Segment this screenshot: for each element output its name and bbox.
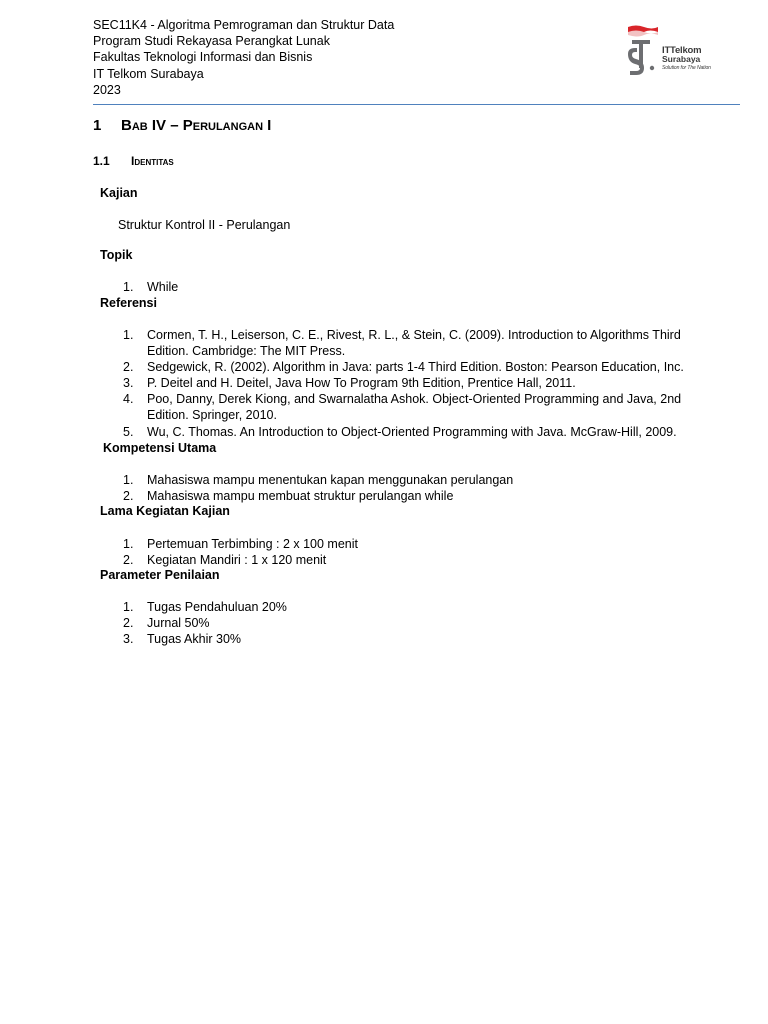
list-item: 4. Poo, Danny, Derek Kiong, and Swarnalatha Ashok. Object-Oriented Programming and Java, 2nd Edition. Springer, 2010. bbox=[123, 392, 682, 423]
section-number: 1.1 bbox=[93, 154, 110, 168]
ittelkom-logo bbox=[622, 24, 732, 80]
list-item: 1. While bbox=[123, 280, 179, 294]
list-item: 1. Cormen, T. H., Leiserson, C. E., Rivest, R. L., & Stein, C. (2009). Introduction to Algorithms Third Edition. Cambridge: The MIT Press. bbox=[123, 328, 681, 359]
referensi-label: Referensi bbox=[100, 296, 157, 310]
kajian-label: Kajian bbox=[100, 186, 138, 200]
topik-label: Topik bbox=[100, 248, 133, 262]
list-item: 1. Tugas Pendahuluan 20% bbox=[123, 600, 287, 614]
referensi-list bbox=[0, 327, 707, 440]
list-item: 3. P. Deitel and H. Deitel, Java How To Program 9th Edition, Prentice Hall, 2011. bbox=[123, 376, 576, 391]
logo-tagline: Solution for The Nation bbox=[662, 65, 711, 71]
list-item: 2. Sedgewick, R. (2002). Algorithm in Java: parts 1-4 Third Edition. Boston: Pearson Education, Inc. bbox=[123, 360, 684, 375]
lama-label: Lama Kegiatan Kajian bbox=[100, 504, 230, 518]
chapter-number: 1 bbox=[93, 117, 102, 134]
header-course: SEC11K4 - Algoritma Pemrograman dan Struktur Data bbox=[93, 18, 395, 32]
list-item: 2. Mahasiswa mampu membuat struktur perulangan while bbox=[123, 489, 454, 504]
page-header bbox=[93, 17, 513, 98]
kajian-text: Struktur Kontrol II - Perulangan bbox=[118, 218, 291, 232]
kompetensi-label: Kompetensi Utama bbox=[103, 441, 217, 455]
header-faculty: Fakultas Teknologi Informasi dan Bisnis bbox=[93, 50, 313, 65]
parameter-list bbox=[0, 599, 707, 647]
list-item: 1. Pertemuan Terbimbing : 2 x 100 menit bbox=[123, 537, 358, 551]
section-heading bbox=[93, 154, 174, 168]
header-divider bbox=[93, 104, 740, 105]
logo-wordmark bbox=[662, 46, 711, 73]
chapter-heading bbox=[93, 117, 271, 134]
logo-name: ITTelkom bbox=[662, 45, 702, 56]
topik-list bbox=[0, 279, 707, 295]
lama-list bbox=[0, 536, 707, 568]
header-institution: IT Telkom Surabaya bbox=[93, 66, 204, 81]
list-item: 2. Kegiatan Mandiri : 1 x 120 menit bbox=[123, 553, 327, 568]
chapter-title: Bab IV – Perulangan I bbox=[121, 117, 272, 134]
ittelkom-emblem-icon bbox=[622, 24, 662, 80]
parameter-label: Parameter Penilaian bbox=[100, 568, 220, 582]
list-item: 2. Jurnal 50% bbox=[123, 616, 210, 631]
logo-city: Surabaya bbox=[662, 54, 701, 64]
list-item: 1. Mahasiswa mampu menentukan kapan menggunakan perulangan bbox=[123, 473, 514, 487]
header-program: Program Studi Rekayasa Perangkat Lunak bbox=[93, 34, 330, 49]
list-item: 5. Wu, C. Thomas. An Introduction to Object-Oriented Programming with Java. McGraw-Hill, 2009. bbox=[123, 424, 677, 439]
section-title: Identitas bbox=[131, 154, 174, 168]
kompetensi-list bbox=[0, 472, 707, 504]
list-item: 3. Tugas Akhir 30% bbox=[123, 632, 242, 647]
header-year: 2023 bbox=[93, 82, 121, 97]
